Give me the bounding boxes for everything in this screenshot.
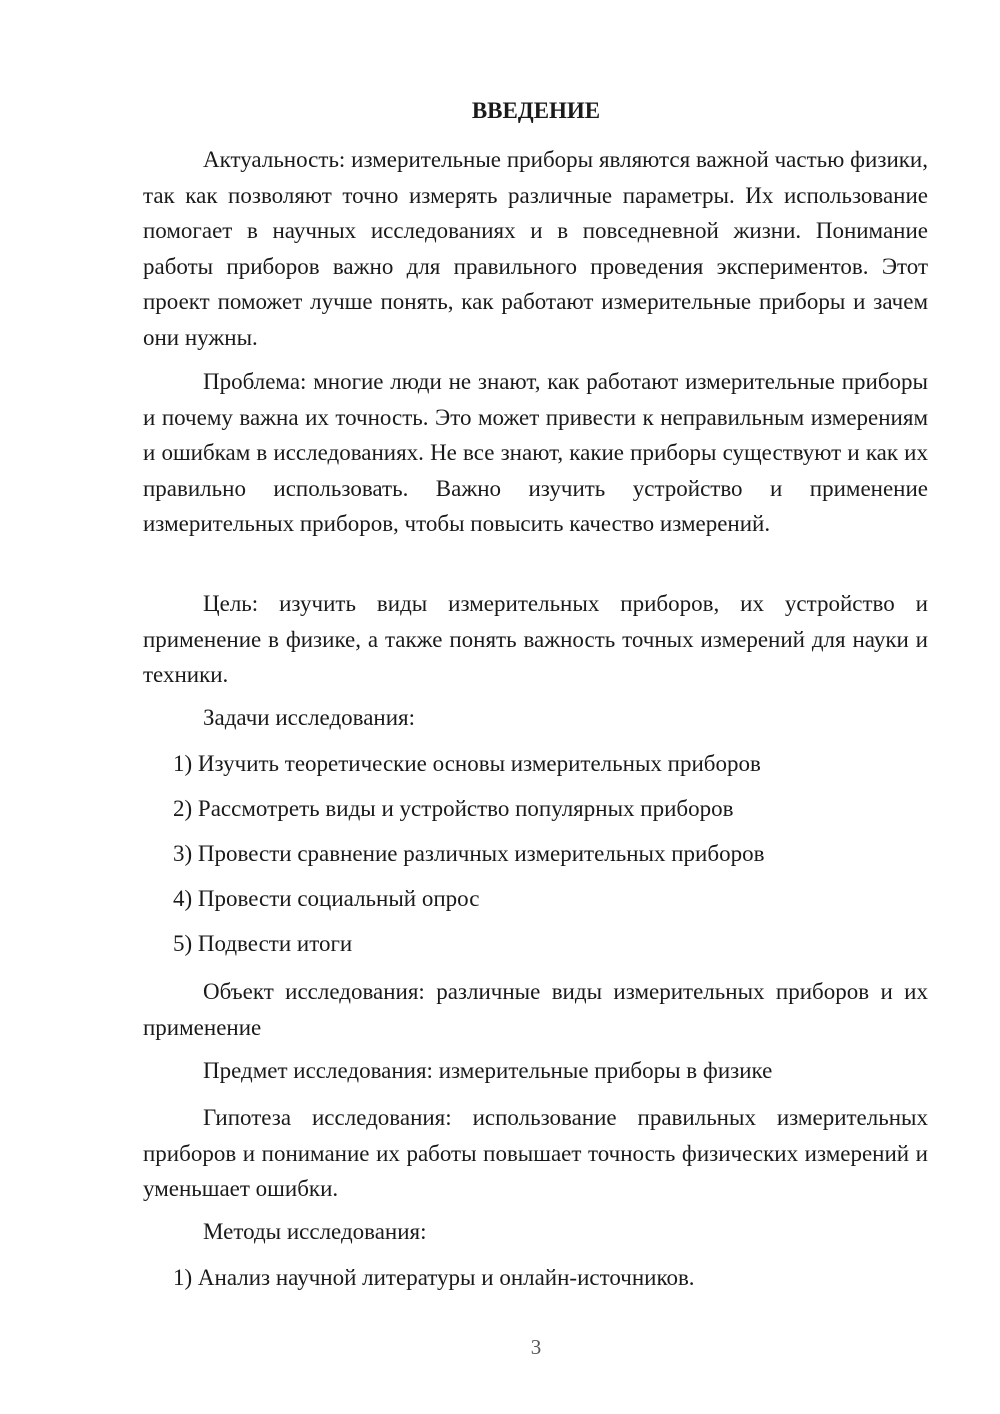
goal-paragraph: Цель: изучить виды измерительных приборов, их устройство и применение в физике, а также понять важность точных измерений для науки и техники. <box>143 591 928 687</box>
subject-paragraph: Предмет исследования: измерительные приборы в физике <box>203 1058 773 1083</box>
problem-paragraph: Проблема: многие люди не знают, как работают измерительные приборы и почему важна их точность. Это может привести к неправильным измерениям и ошибкам в исследованиях. Не все знают, какие приборы существуют и как их правильно использовать. Важно изучить устройство и применение измерительных приборов, чтобы повысить качество измерений. <box>143 369 928 536</box>
task-item-5: 5) Подвести итоги <box>173 931 353 956</box>
hypothesis-paragraph: Гипотеза исследования: использование правильных измерительных приборов и понимание их работы повышает точность физических измерений и уменьшает ошибки. <box>143 1105 928 1201</box>
task-item-4: 4) Провести социальный опрос <box>173 886 480 911</box>
section-heading: ВВЕДЕНИЕ <box>471 98 601 123</box>
object-paragraph: Объект исследования: различные виды измерительных приборов и их применение <box>143 979 928 1040</box>
task-item-2: 2) Рассмотреть виды и устройство популярных приборов <box>173 796 734 821</box>
methods-heading: Методы исследования: <box>203 1219 427 1244</box>
task-item-1: 1) Изучить теоретические основы измерительных приборов <box>173 751 761 776</box>
relevance-paragraph: Актуальность: измерительные приборы являются важной частью физики, так как позволяют точно измерять различные параметры. Их использование помогает в научных исследованиях и в повседневной жизни. Понимание работы приборов важно для правильного проведения экспериментов. Этот проект поможет лучше понять, как работают измерительные приборы и зачем они нужны. <box>143 147 928 350</box>
tasks-heading: Задачи исследования: <box>203 705 416 730</box>
task-item-3: 3) Провести сравнение различных измерительных приборов <box>173 841 765 866</box>
page-number: 3 <box>530 1335 542 1359</box>
method-item-1: 1) Анализ научной литературы и онлайн-источников. <box>173 1265 695 1290</box>
